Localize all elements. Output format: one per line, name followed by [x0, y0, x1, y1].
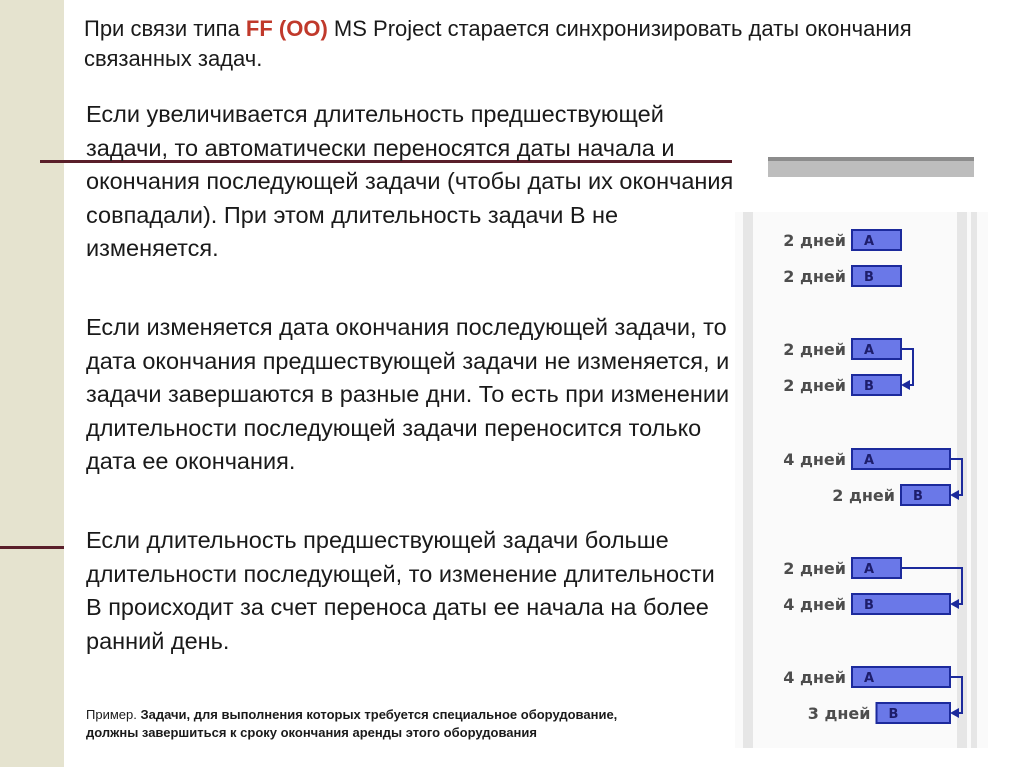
- gantt-svg: [735, 212, 988, 748]
- task-label-a: A: [864, 343, 875, 358]
- duration-label-a: 2 дней: [783, 559, 846, 578]
- duration-label-a: 2 дней: [783, 231, 846, 250]
- left-decorative-band: [0, 0, 64, 767]
- paragraph-successor-change: Если изменяется дата окончания последующей задачи, то дата окончания предшествующей задачи не изменяется, и задачи завершаются в разные дни. То есть при изменении длительности последующей задачи переносится только дата ее окончания.: [86, 314, 730, 474]
- paragraph-longer-predecessor: Если длительность предшествующей задачи больше длительности последующей, то изменение длительности В происходит за счет переноса даты ее начала на более ранний день.: [86, 527, 715, 654]
- task-label-a: A: [864, 671, 875, 686]
- duration-label-b: 3 дней: [807, 704, 871, 723]
- example-text: Задачи, для выполнения которых требуется специальное оборудование, должны завершиться к сроку окончания аренды этого оборудования: [86, 707, 618, 740]
- task-bar-b: [901, 485, 950, 505]
- task-label-b: B: [913, 489, 923, 504]
- gantt-diagram: [735, 212, 988, 748]
- task-label-a: A: [864, 234, 875, 249]
- task-label-b: B: [888, 707, 899, 722]
- task-bar-a: [852, 558, 901, 578]
- example-prefix: Пример.: [86, 707, 141, 722]
- link-type-highlight: FF (OO): [245, 16, 328, 41]
- example-note: [86, 706, 646, 742]
- ff-link-line: [901, 349, 913, 385]
- paragraph-predecessor-increase: Если увеличивается длительность предшествующей задачи, то автоматически переносятся даты начала и окончания последующей задачи (чтобы даты их окончания совпадали). При этом длительность задачи В не изменяется.: [86, 101, 734, 261]
- duration-label-b: 4 дней: [783, 595, 846, 614]
- calendar-stripe: [971, 212, 977, 748]
- heading-text-1: При связи типа: [84, 16, 246, 41]
- duration-label-b: 2 дней: [783, 267, 846, 286]
- task-bar-a: [852, 339, 901, 359]
- task-label-a: A: [864, 453, 875, 468]
- task-label-a: A: [864, 562, 875, 577]
- task-label-b: B: [864, 598, 874, 613]
- calendar-stripe: [743, 212, 753, 748]
- ff-link-arrow: [950, 599, 959, 609]
- left-divider: [0, 546, 64, 549]
- ff-link-arrow: [901, 380, 910, 390]
- duration-label-b: 2 дней: [783, 376, 846, 395]
- duration-label-a: 4 дней: [783, 668, 846, 687]
- ff-link-arrow: [950, 708, 959, 718]
- slide-heading: [84, 14, 944, 74]
- decorative-gray-bar: [768, 157, 974, 177]
- duration-label-a: 4 дней: [783, 450, 846, 469]
- task-label-b: B: [864, 379, 874, 394]
- task-bar-b: [852, 375, 901, 395]
- duration-label-a: 2 дней: [783, 340, 846, 359]
- task-bar-b: [852, 266, 901, 286]
- ff-link-arrow: [950, 490, 959, 500]
- task-label-b: B: [864, 270, 874, 285]
- task-bar-a: [852, 230, 901, 250]
- duration-label-b: 2 дней: [832, 486, 895, 505]
- heading-text-2: MS Project старается синхронизировать даты окончания связанных задач.: [84, 16, 912, 71]
